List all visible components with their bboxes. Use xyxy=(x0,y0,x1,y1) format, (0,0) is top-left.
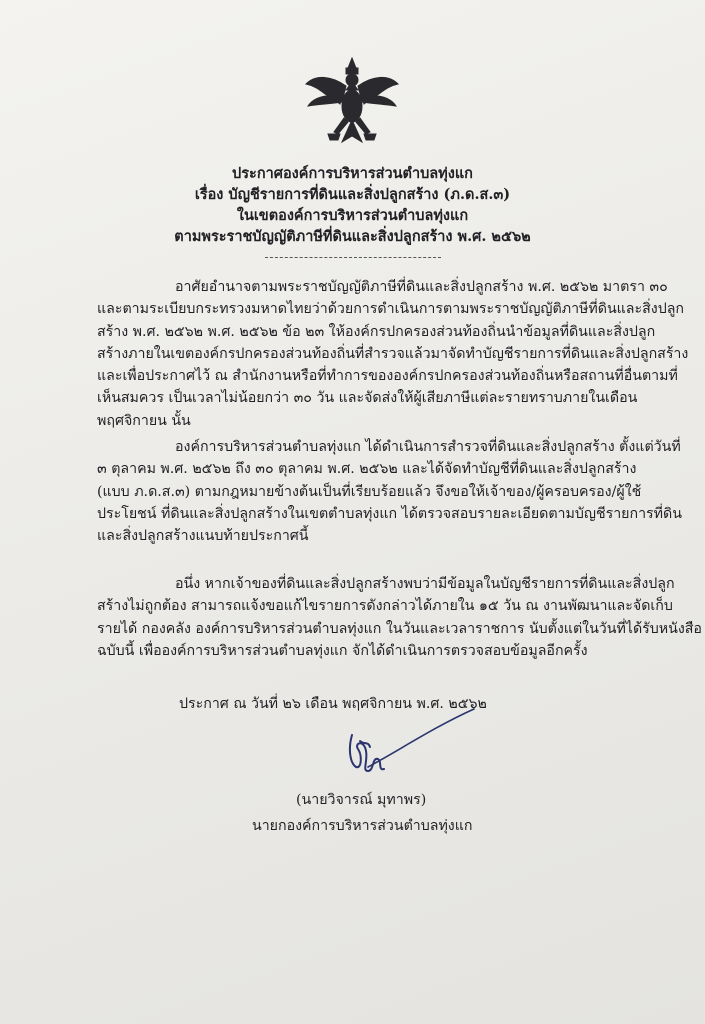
paragraph-line: อนึ่ง หากเจ้าของที่ดินและสิ่งปลูกสร้างพบว่ามีข้อมูลในบัญชีรายการที่ดินและสิ่งปลูก xyxy=(175,576,675,592)
paragraph-line: ฉบับนี้ เพื่อองค์การบริหารส่วนตำบลทุ่งแก จักได้ดำเนินการตรวจสอบข้อมูลอีกครั้ง xyxy=(97,642,588,659)
paragraph-line: สร้างภายในเขตองค์กรปกครองส่วนท้องถิ่นที่สำรวจแล้วมาจัดทำบัญชีรายการที่ดินและสิ่งปลูกสร้าง xyxy=(97,345,689,362)
paragraph-line: อาศัยอำนาจตามพระราชบัญญัติภาษีที่ดินและสิ่งปลูกสร้าง พ.ศ. ๒๕๖๒ มาตรา ๓๐ xyxy=(175,279,668,295)
header-title: ประกาศองค์การบริหารส่วนตำบลทุ่งแก xyxy=(232,165,473,182)
paragraph-survey xyxy=(97,436,682,547)
paragraph-line: ประโยชน์ ที่ดินและสิ่งปลูกสร้างในเขตตำบลทุ่งแก ได้ตรวจสอบรายละเอียดตามบัญชีรายการที่ดิน xyxy=(97,505,682,522)
signer-title: นายกองค์การบริหารส่วนตำบลทุ่งแก xyxy=(252,818,473,834)
paragraph-line: รายได้ กองคลัง องค์การบริหารส่วนตำบลทุ่งแก ในวันและเวลาราชการ นับตั้งแต่ในวันที่ได้รับหนังสือ xyxy=(97,620,702,637)
announcement-date: ประกาศ ณ วันที่ ๒๖ เดือน พฤศจิกายน พ.ศ. ๒๕๖๒ xyxy=(179,696,487,712)
paragraph-line: เห็นสมควร เป็นเวลาไม่น้อยกว่า ๓๐ วัน และจัดส่งให้ผู้เสียภาษีแต่ละรายทราบภายในเดือน xyxy=(97,390,638,407)
paragraph-line: ๓ ตุลาคม พ.ศ. ๒๕๖๒ ถึง ๓๐ ตุลาคม พ.ศ. ๒๕๖๒ และได้จัดทำบัญชีที่ดินและสิ่งปลูกสร้าง xyxy=(97,461,637,478)
header-divider xyxy=(265,257,441,258)
signature xyxy=(338,705,478,783)
paragraph-line: องค์การบริหารส่วนตำบลทุ่งแก ได้ดำเนินการสำรวจที่ดินและสิ่งปลูกสร้าง ตั้งแต่วันที่ xyxy=(175,439,681,455)
signer-name: (นายวิจารณ์ มุทาพร) xyxy=(296,792,427,808)
paragraph-line: และเพื่อประกาศไว้ ณ สำนักงานหรือที่ทำการขององค์กรปกครองส่วนท้องถิ่นหรือสถานที่อื่นตามที่ xyxy=(97,368,678,385)
paragraph-authority xyxy=(97,276,689,432)
paragraph-correction xyxy=(97,573,702,662)
notice-header xyxy=(0,163,705,247)
garuda-emblem-icon xyxy=(302,56,402,148)
header-legal-basis: ตามพระราชบัญญัติภาษีที่ดินและสิ่งปลูกสร้าง พ.ศ. ๒๕๖๒ xyxy=(174,228,531,245)
paragraph-line: และสิ่งปลูกสร้างแนบท้ายประกาศนี้ xyxy=(97,528,309,545)
paragraph-line: (แบบ ภ.ด.ส.๓) ตามกฎหมายข้างต้นเป็นที่เรียบร้อยแล้ว จึงขอให้เจ้าของ/ผู้ครอบครอง/ผู้ใช้ xyxy=(97,483,642,500)
paragraph-line: พฤศจิกายน นั้น xyxy=(97,412,191,429)
header-jurisdiction: ในเขตองค์การบริหารส่วนตำบลทุ่งแก xyxy=(236,207,469,224)
paragraph-line: สร้าง พ.ศ. ๒๕๖๒ พ.ศ. ๒๕๖๒ ข้อ ๒๓ ให้องค์กรปกครองส่วนท้องถิ่นนำข้อมูลที่ดินและสิ่งปลูก xyxy=(97,323,656,340)
header-subject: เรื่อง บัญชีรายการที่ดินและสิ่งปลูกสร้าง (ภ.ด.ส.๓) xyxy=(194,186,511,203)
paragraph-line: สร้างไม่ถูกต้อง สามารถแจ้งขอแก้ไขรายการดังกล่าวได้ภายใน ๑๕ วัน ณ งานพัฒนาและจัดเก็บ xyxy=(97,598,673,615)
paragraph-line: และตามระเบียบกระทรวงมหาดไทยว่าด้วยการดำเนินการตามพระราชบัญญัติภาษีที่ดินและสิ่งปลูก xyxy=(97,301,685,318)
